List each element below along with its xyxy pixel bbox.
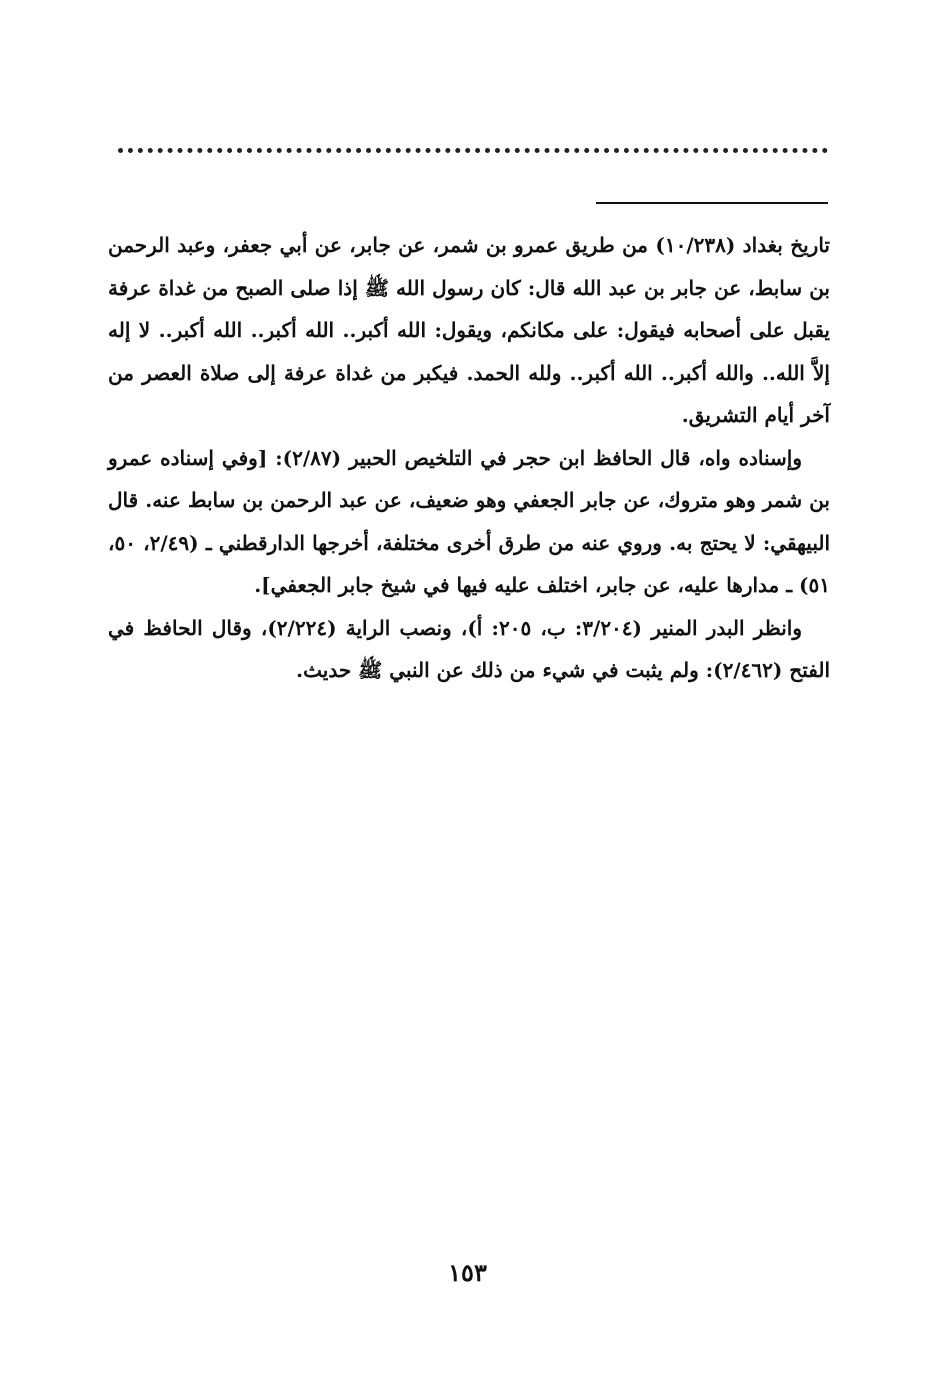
- dotted-separator: [118, 148, 828, 156]
- page-number: ١٥٣: [448, 1258, 487, 1287]
- footnote-paragraph-3: وانظر البدر المنير (٣/٢٠٤: ب، ٢٠٥: أ)، ونصب الراية (٢/٢٢٤)، وقال الحافظ في الفتح (٢/٤٦٢): ولم يثبت في شيء من ذلك عن النبي ﷺ حديث.: [108, 615, 830, 682]
- footnote-block: [108, 224, 830, 692]
- footnote-separator-line: [596, 202, 828, 204]
- footnote-paragraph-1: تاريخ بغداد (١٠/٢٣٨) من طريق عمرو بن شمر، عن جابر، عن أبي جعفر، وعبد الرحمن بن سابط، عن جابر بن عبد الله قال: كان رسول الله ﷺ إذا صلى الصبح من غداة عرفة يقبل على أصحابه فيقول: على مكانكم، ويقول: الله أكبر.. الله أكبر.. الله أكبر.. لا إله إلاَّ الله.. والله أكبر.. الله أكبر.. ولله الحمد. فيكبر من غداة عرفة إلى صلاة العصر من آخر أيام التشريق.: [108, 233, 830, 427]
- footnote-paragraph-2: وإسناده واه، قال الحافظ ابن حجر في التلخيص الحبير (٢/٨٧): [وفي إسناده عمرو بن شمر وهو متروك، عن جابر الجعفي وهو ضعيف، عن عبد الرحمن بن سابط عنه. قال البيهقي: لا يحتج به. وروي عنه من طرق أخرى مختلفة، أخرجها الدارقطني ـ (٢/٤٩، ٥٠، ٥١) ـ مدارها عليه، عن جابر، اختلف عليه فيها في شيخ جابر الجعفي].: [108, 445, 830, 597]
